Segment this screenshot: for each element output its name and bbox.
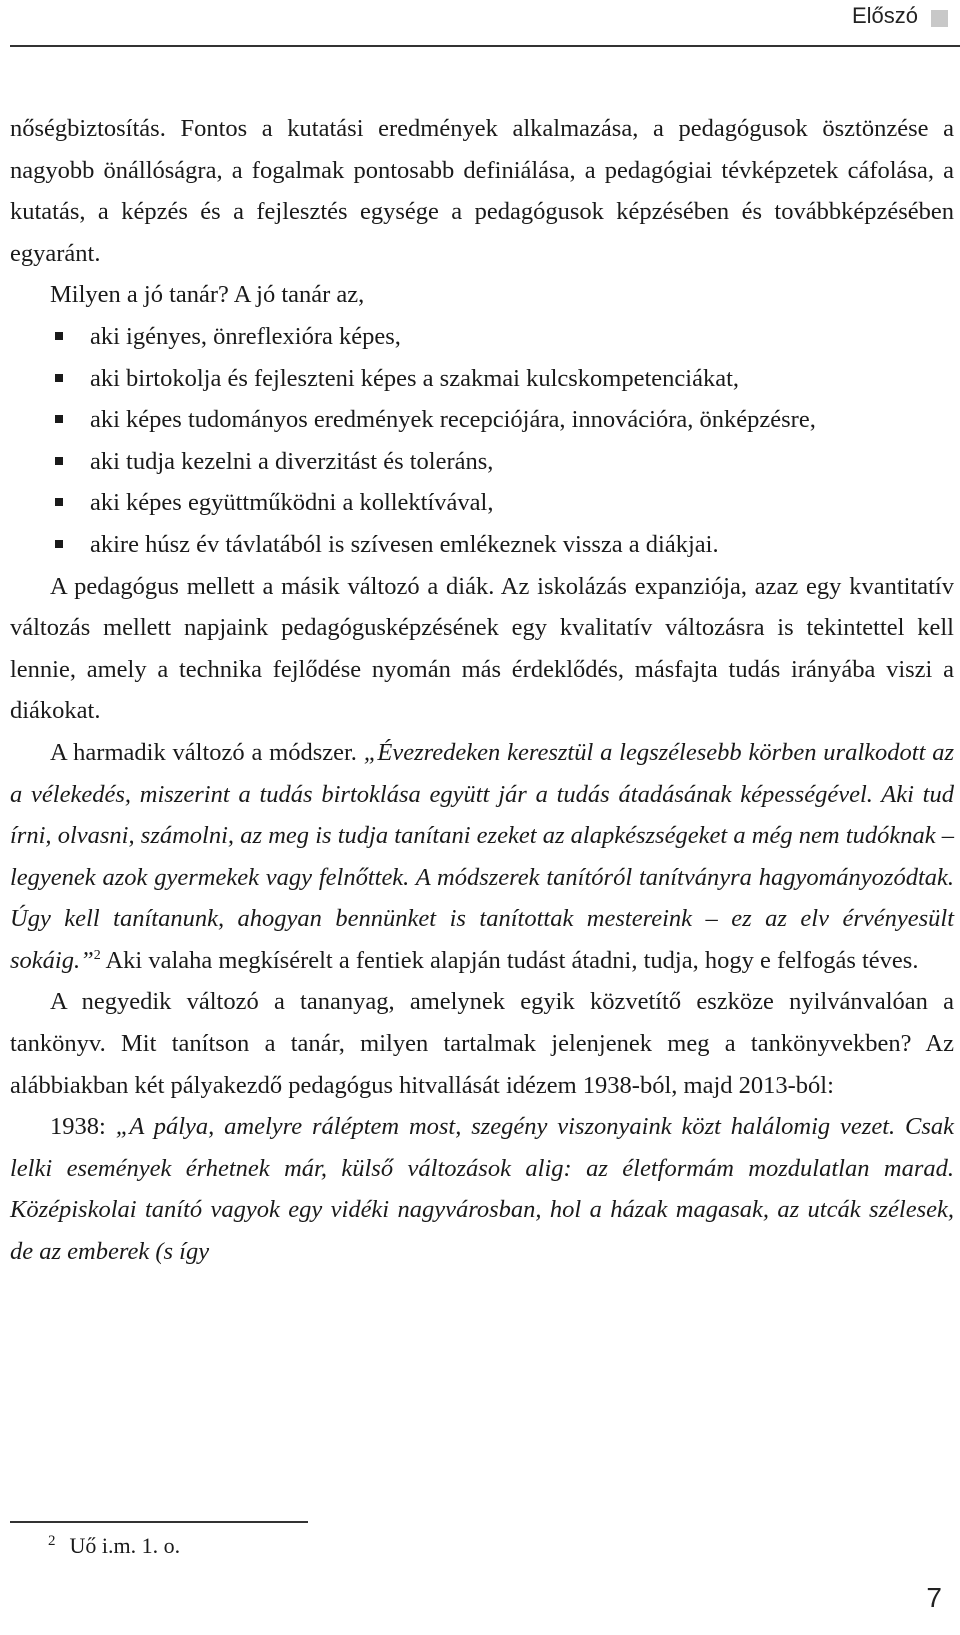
header-square-marker [931,10,948,27]
footnote-reference: 2 [93,947,101,963]
square-bullet-icon [55,498,63,506]
body-text [10,108,954,1273]
page-number: 7 [926,1582,942,1613]
paragraph-4-intro: A harmadik változó a módszer. [50,738,364,766]
square-bullet-icon [55,374,63,382]
square-bullet-icon [55,332,63,340]
paragraph-4 [10,732,954,982]
list-item: aki képes tudományos eredmények recepciójára, innovációra, önképzésre, [10,399,954,441]
paragraph-6 [10,1106,954,1272]
footnote-rule [10,1521,308,1523]
paragraph-3: A pedagógus mellett a másik változó a diák. Az iskolázás expanziója, azaz egy kvantitatív változás mellett napjaink pedagógusképzésének egy kvalitatív változásra is tekintettel kell lennie, amely a technika fejlődése nyomán más érdeklődés, másfajta tudás irányába viszi a diákokat. [10,572,954,725]
paragraph-1: nőségbiztosítás. Fontos a kutatási eredmények alkalmazása, a pedagógusok ösztönzése a nagyobb önállóságra, a fogalmak pontosabb definiálása, a pedagógiai tévképzetek cáfolása, a kutatás, a képzés és a fejlesztés egysége a pedagógusok képzésében és továbbképzésében egyaránt. [10,115,954,267]
square-bullet-icon [55,415,63,423]
list-item: aki képes együttműködni a kollektívával, [10,482,954,524]
header-rule [10,45,960,47]
bullet-list [10,316,954,566]
footnote-number: 2 [48,1533,56,1549]
chapter-title: Előszó [851,3,918,28]
page-header [0,0,960,47]
paragraph-2: Milyen a jó tanár? A jó tanár az, [50,281,365,309]
paragraph-6-intro: 1938: [50,1113,116,1141]
list-item: aki igényes, önreflexióra képes, [10,316,954,358]
footnote-text: Uő i.m. 1. o. [69,1533,181,1558]
square-bullet-icon [55,457,63,465]
list-item: aki tudja kezelni a diverzitást és toleráns, [10,441,954,483]
quotation-1938: „A pálya, amelyre ráléptem most, szegény viszonyaink közt halálomig vezet. Csak lelki események érhetnek már, külső változások alig: az életformám mozdulatlan marad. Középiskolai tanító vagyok egy vidéki nagyvárosban, hol a házak magasak, az utcák szélesek, de az emberek (s így [10,1113,954,1266]
quotation: „Évezredeken keresztül a legszélesebb körben uralkodott az a vélekedés, miszerint a tudás birtoklása együtt jár a tudás átadásának képességével. Aki tud írni, olvasni, számolni, az meg is tudja tanítani ezeket az alapkészségeket a még nem tudóknak – legyenek azok gyermekek vagy felnőttek. A módszerek tanítóról tanítványra hagyományozódtak. Úgy kell tanítanunk, ahogyan bennünket is tanítottak mestereink – ez az elv érvényesült sokáig.” [10,738,954,974]
footnote [48,1533,180,1559]
paragraph-5: A negyedik változó a tananyag, amelynek egyik közvetítő eszköze nyilvánvalóan a tankönyv. Mit tanítson a tanár, milyen tartalmak jelenjenek meg a tankönyvekben? Az alábbiakban két pályakezdő pedagógus hitvallását idézem 1938-ból, majd 2013-ból: [10,988,954,1099]
paragraph-4-rest: Aki valaha megkísérelt a fentiek alapján tudást átadni, tudja, hogy e felfogás téves. [100,946,919,974]
square-bullet-icon [55,540,63,548]
list-item: akire húsz év távlatából is szívesen emlékeznek vissza a diákjai. [10,524,954,566]
list-item: aki birtokolja és fejleszteni képes a szakmai kulcskompetenciákat, [10,358,954,400]
